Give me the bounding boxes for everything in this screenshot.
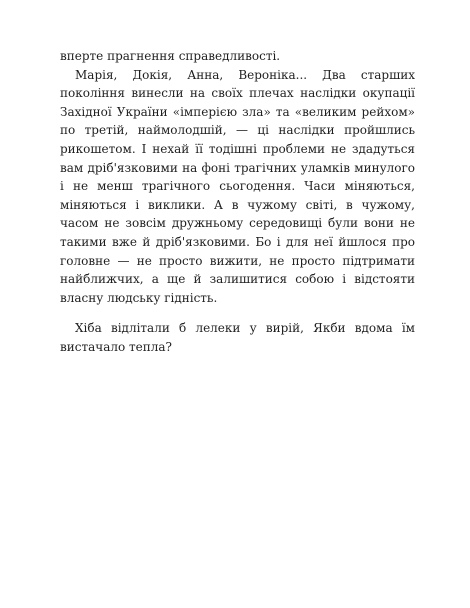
paragraph-continuation: вперте прагнення справедливості. bbox=[60, 49, 281, 63]
book-page bbox=[60, 47, 415, 357]
paragraph-closing-quote: Хіба відлітали б лелеки у вирій, Якби вдома їм вистачало тепла? bbox=[60, 321, 415, 354]
paragraph-main: Марія, Докія, Анна, Вероніка... Два старших покоління винесли на своїх плечах наслідки окупації Західної України «імперією зла» та «великим рейхом» по третій, наймолодшій, — ці наслідки пройшлись рикошетом. І нехай її тодішні проблеми не здадуться вам дріб'язковими на фоні трагічних уламків минулого і не менш трагічного сьогодення. Часи міняються, міняються і виклики. А в чужому світі, в чужому, часом не зовсім дружньому середовищі були вони не такими вже й дріб'язковими. Бо і для неї йшлося про головне — не просто вижити, не просто підтримати найближчих, а ще й залишитися собою і відстояти власну людську гідність. bbox=[60, 67, 415, 305]
